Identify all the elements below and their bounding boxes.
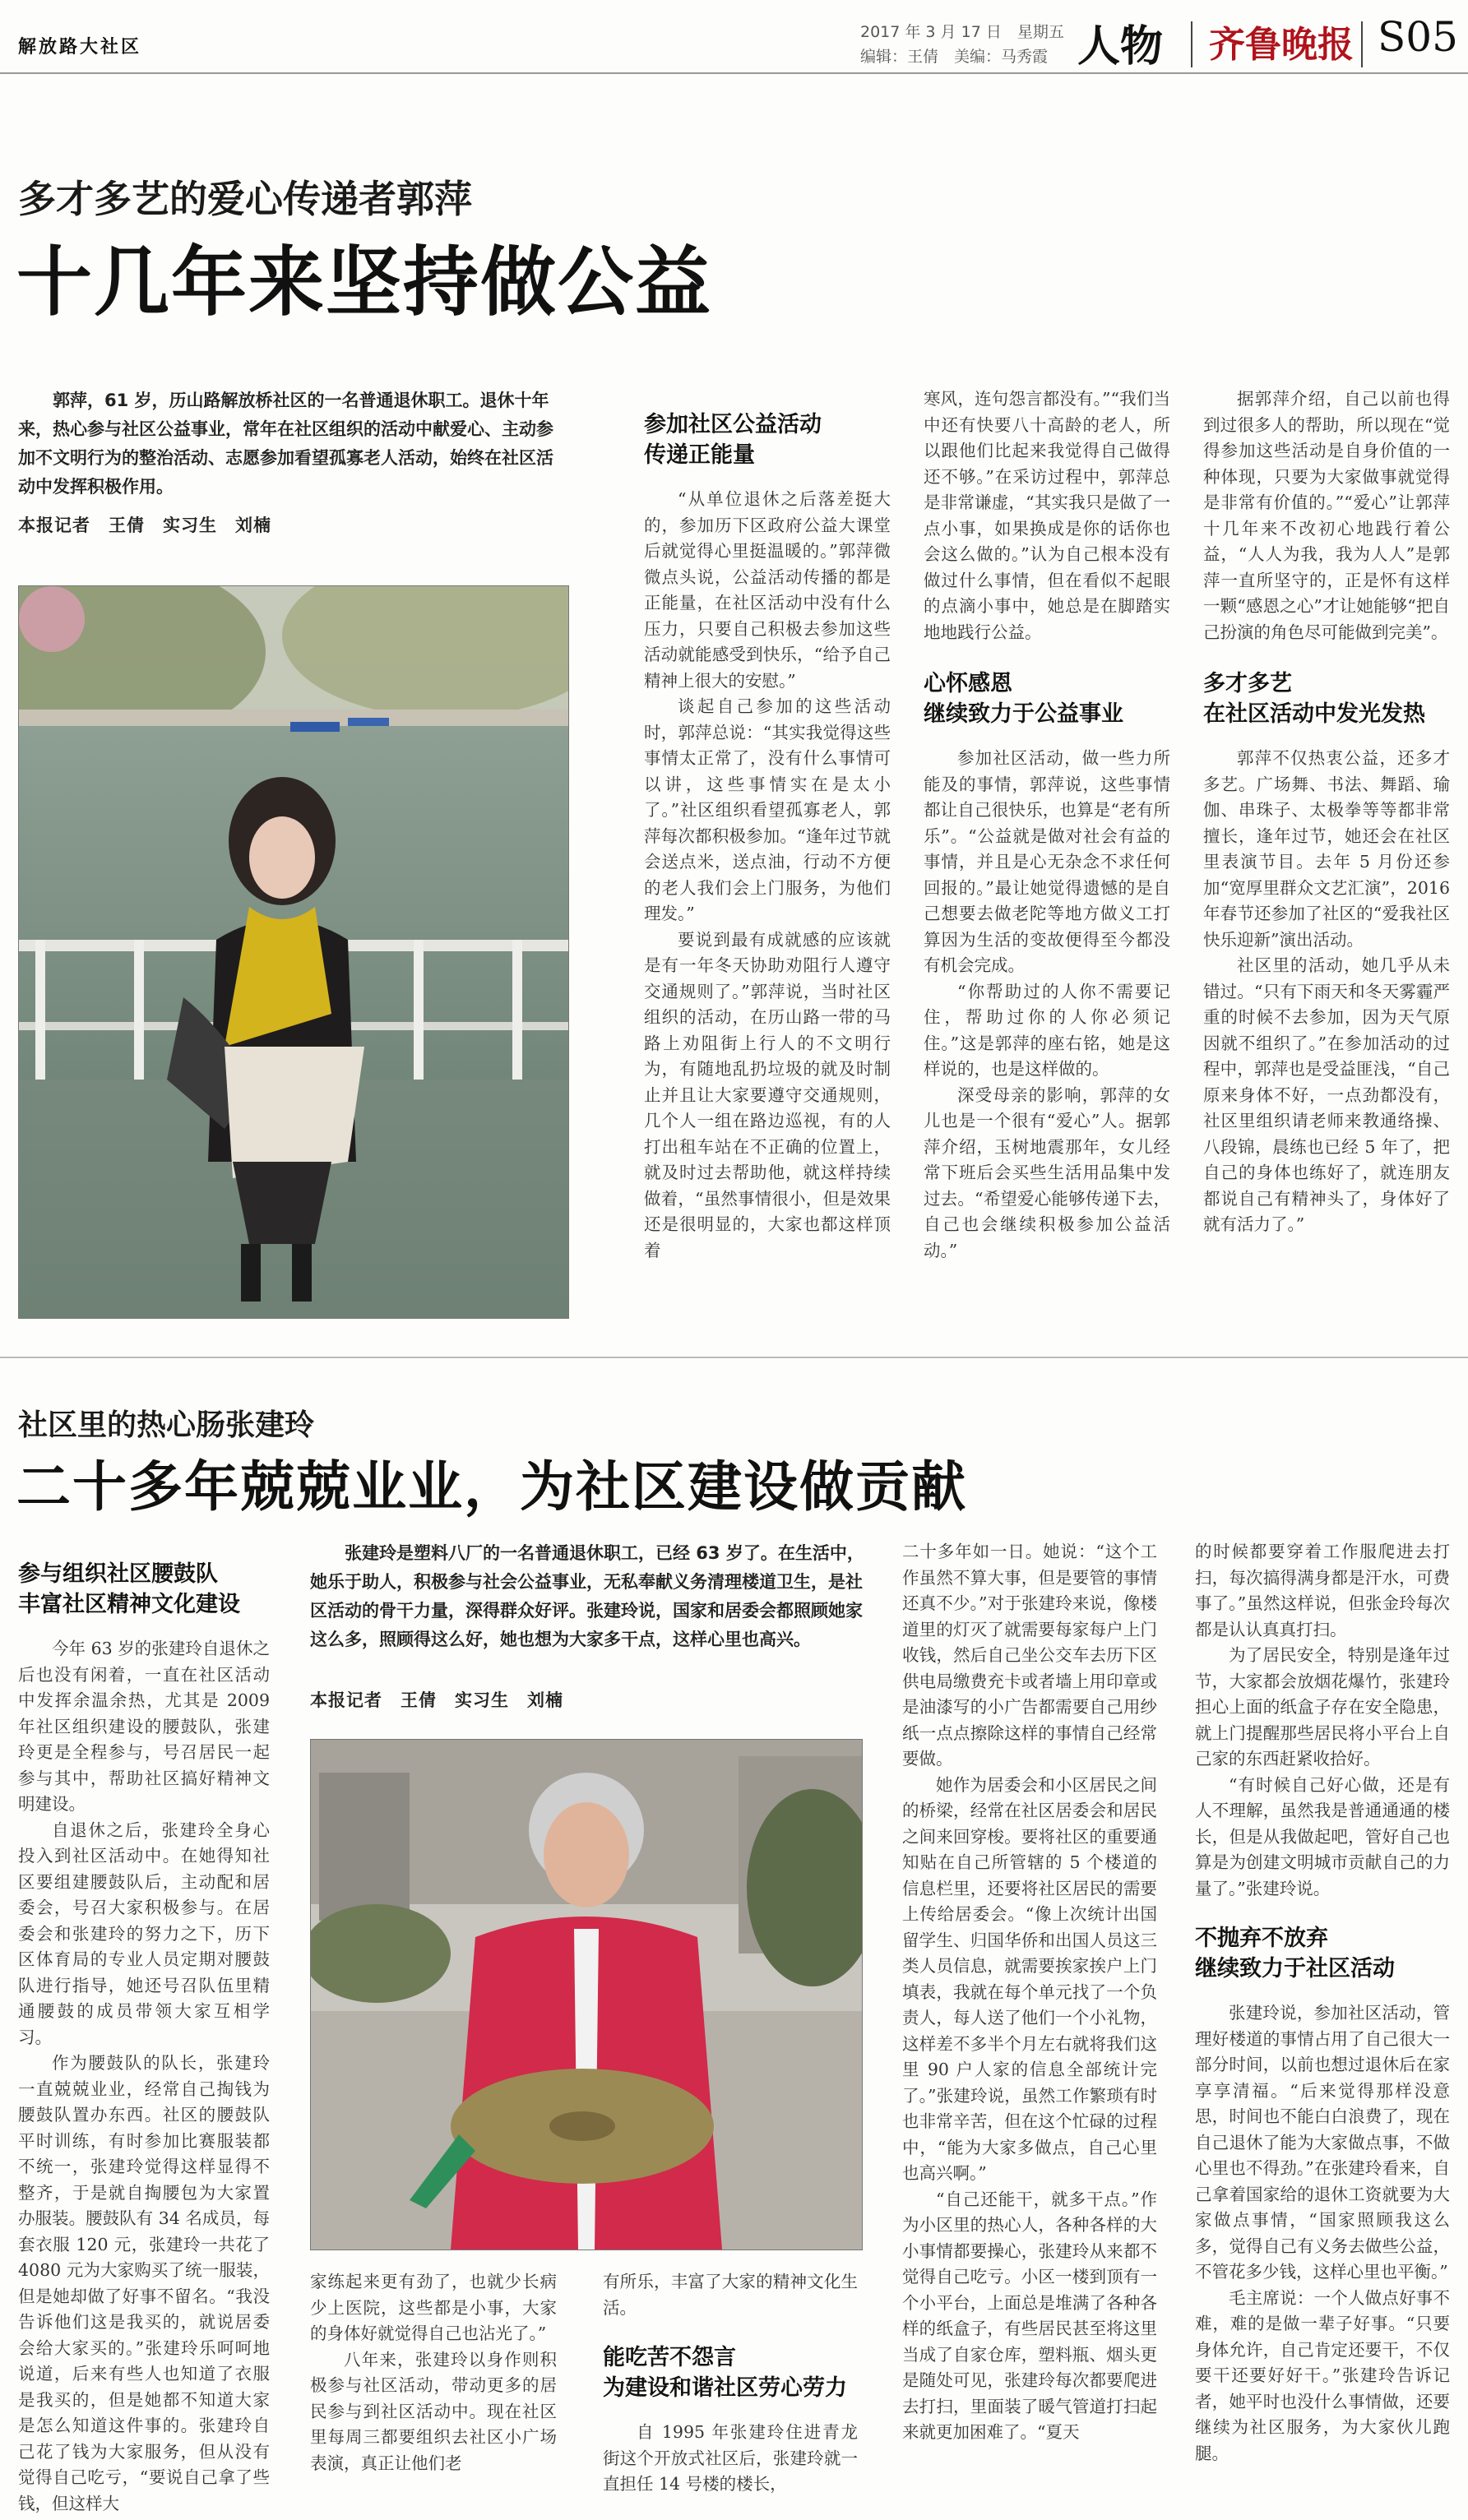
story1-lead	[18, 386, 569, 502]
paragraph: 今年 63 岁的张建玲自退休之后也没有闲着，一直在社区活动中发挥余温余热，尤其是 2009 年社区组织建设的腰鼓队，张建玲更是全程参与，号召居民一起参与其中，帮助社区搞好精神文明建设。	[18, 1639, 270, 1814]
story1-subhead-1	[644, 409, 891, 470]
subhead-line: 能吃苦不怨言	[603, 2345, 736, 2370]
masthead-divider	[1191, 21, 1192, 67]
story-divider	[0, 1357, 1468, 1358]
issue-meta	[860, 20, 1064, 69]
story2-subhead-1	[18, 1559, 270, 1620]
story1-column-3	[1203, 386, 1467, 1238]
subhead-line: 继续致力于公益事业	[924, 701, 1123, 727]
paragraph: “自己还能干，就多干点。”作为小区里的热心人，各种各样的大小事情都要操心，张建玲从来都不觉得自己吃亏。小区一楼到顶有一个小平台，上面总是堆满了各种各样的纸盒子，有些居民甚至将这里当成了自家仓库，塑料瓶、烟头更是随处可见，张建玲每次都要爬进去打扫，里面装了暖气管道打扫起来就更加困难了。“夏天	[902, 2189, 1157, 2442]
paragraph: 二十多年如一日。她说：“这个工作虽然不算大事，但是要管的事情还真不少。”对于张建玲来说，像楼道里的灯灭了就需要每家每户上门收钱，然后自己坐公交车去历下区供电局缴费充卡或者墙上用印章或是油漆写的小广告都需要自己用纱纸一点点擦除这样的事情自己经常要做。	[902, 1542, 1157, 1769]
masthead-divider	[1361, 21, 1363, 67]
paragraph: 要说到最有成就感的应该就是有一年冬天协助劝阻行人遵守交通规则了。”郭萍说，当时社区组织的活动，在历山路一带的马路上劝阻街上行人的不文明行为，有随地乱扔垃圾的就及时制止并且让大家要遵守交通规则，几个人一组在路边巡视，有的人打出租车站在不正确的位置上，就及时过去帮助他，就这样持续做着，“虽然事情很小，但是效果还是很明显的，大家也都这样顶着	[644, 929, 891, 1260]
story2-column-3	[603, 2269, 858, 2498]
subhead-line: 丰富社区精神文化建设	[18, 1592, 240, 1617]
section-title: 人物	[1077, 22, 1164, 72]
story1-headline: 十几年来坚持做公益	[16, 238, 713, 326]
subhead-line: 参加社区公益活动	[644, 412, 822, 437]
paragraph: 作为腰鼓队的队长，张建玲一直兢兢业业，经常自己掏钱为腰鼓队置办东西。社区的腰鼓队平时训练，有时参加比赛服装都不统一，张建玲觉得这样显得不整齐，于是就自掏腰包为大家置办服装。腰鼓队有 34 名成员，每套衣服 120 元，张建玲一共花了 4080 元为大家购买了统一服装，但是她却做了好事不留名。“我没告诉他们这是我买的，就说居委会给大家买的。”张建玲乐呵呵地说道，后来有些人也知道了衣服是我买的，但是她都不知道大家是怎么知道这件事的。张建玲自己花了钱为大家服务，但从没有觉得自己吃亏，“要说自己拿了些钱，但这样大	[18, 2053, 270, 2513]
subhead-line: 为建设和谐社区劳心劳力	[603, 2375, 847, 2401]
paragraph: 谈起自己参加的这些活动时，郭萍总说：“其实我觉得这些事情太正常了，没有什么事情可以讲，这些事情实在是太小了。”社区组织看望孤寡老人，郭萍每次都积极参加。“逢年过节就会送点米，送点油，行动不方便的老人我们会上门服务，为他们理发。”	[644, 696, 891, 923]
story2-subhead-2	[603, 2342, 858, 2403]
story1-photo	[18, 585, 569, 1319]
paragraph: 她作为居委会和小区居民之间的桥梁，经常在社区居委会和居民之间来回穿梭。要将社区的重要通知贴在自己所管辖的 5 个楼道的信息栏里，还要将社区居民的需要上传给居委会。“像上次统计出国留学生、归国华侨和出国人员这三类人员信息，就需要挨家挨户上门填表，我就在每个单元找了一个负责人，每人送了他们一个小礼物，这样差不多半个月左右就将我们这里 90 户人家的信息全部统计完了。”张建玲说，虽然工作繁琐有时也非常辛苦，但在这个忙碌的过程中，“能为大家多做点，自己心里也高兴啊。”	[902, 1774, 1157, 2183]
woman-by-lake-photo	[19, 586, 568, 1318]
subhead-line: 继续致力于社区活动	[1195, 1956, 1395, 1981]
story2-column-5	[1195, 1539, 1450, 2467]
paragraph: 自退休之后，张建玲全身心投入到社区活动中。在她得知社区要组建腰鼓队后，主动配和居委会，号召大家积极参与。在居委会和张建玲的努力之下，历下区体育局的专业人员定期对腰鼓队进行指导，她还号召队伍里精通腰鼓的成员带领大家互相学习。	[18, 1819, 270, 2047]
paragraph: 参加社区活动，做一些力所能及的事情，郭萍说，这些事情都让自己很快乐，也算是“老有所乐”。“公益就是做对社会有益的事情，并且是心无杂念不求任何回报的。”最让她觉得遗憾的是自己想要去做老陀等地方做义工打算因为生活的变故便得至今都没有机会完成。	[924, 748, 1170, 975]
story1-subhead-3	[1203, 668, 1450, 729]
newspaper-logo: 齐鲁晚报	[1209, 24, 1354, 66]
story1-byline: 本报记者 王倩 实习生 刘楠	[18, 516, 271, 535]
paragraph: 自 1995 年张建玲住进青龙街这个开放式社区后，张建玲就一直担任 14 号楼的楼长，	[603, 2422, 858, 2494]
paragraph: 为了居民安全，特别是逢年过节，大家都会放烟花爆竹，张建玲担心上面的纸盒子存在安全隐患，就上门提醒那些居民将小平台上自己家的东西赶紧收拾好。	[1195, 1645, 1450, 1769]
story2-column-2	[310, 2269, 557, 2476]
paragraph: 寒风，连句怨言都没有。”“我们当中还有快要八十高龄的老人，所以跟他们比起来我觉得自己做得还不够。”在采访过程中，郭萍总是非常谦虚，“其实我只是做了一点小事，如果换成是你的话你也会这么做的。”认为自己根本没有做过什么事情，但在看似不起眼的点滴小事中，她总是在脚踏实地地践行公益。	[924, 389, 1170, 642]
subhead-line: 在社区活动中发光发热	[1203, 701, 1425, 727]
subhead-line: 传递正能量	[644, 442, 755, 468]
story2-column-4	[902, 1539, 1157, 2446]
paragraph: “你帮助过的人你不需要记住，帮助过你的人你必须记住。”这是郭萍的座右铭，她是这样说的，也是这样做的。	[924, 981, 1170, 1079]
subhead-line: 不抛弃不放弃	[1195, 1926, 1328, 1951]
paragraph: “有时候自己好心做，还是有人不理解，虽然我是普通通通的楼长，但是从我做起吧，管好自己也算是为创建文明城市贡献自己的力量了。”张建玲说。	[1195, 1774, 1450, 1898]
subhead-line: 参与组织社区腰鼓队	[18, 1561, 218, 1587]
paragraph: 张建玲说，参加社区活动，管理好楼道的事情占用了自己很大一部分时间，以前也想过退休后在家享享清福。“后来觉得那样没意思，时间也不能白白浪费了，现在自己退休了能为大家做点事，不做心里也不得劲。”在张建玲看来，自己拿着国家给的退休工资就要为大家做点事情，“国家照顾我这么多，觉得自己有义务去做些公益，不管花多少钱，这样心里也平衡。”	[1195, 2003, 1450, 2282]
story1-column-2	[924, 386, 1170, 1264]
paragraph: 八年来，张建玲以身作则积极参与社区活动，带动更多的居民参与到社区活动中。现在社区里每周三都要组织去社区小广场表演，真正让他们老	[310, 2349, 557, 2473]
story2-column-1	[18, 1552, 270, 2517]
story1-kicker: 多才多艺的爱心传递者郭萍	[18, 177, 472, 221]
paragraph: 郭萍不仅热衷公益，还多才多艺。广场舞、书法、舞蹈、瑜伽、串珠子、太极拳等等都非常擅长，逢年过节，她还会在社区里表演节目。去年 5 月份还参加“宽厚里群众文艺汇演”，2016 年春节还参加了社区的“爱我社区 快乐迎新”演出活动。	[1203, 748, 1467, 950]
masthead-rule	[0, 72, 1468, 74]
subhead-line: 心怀感恩	[924, 671, 1012, 696]
paragraph: 深受母亲的影响，郭萍的女儿也是一个很有“爱心”人。据郭萍介绍，玉树地震那年，女儿经常下班后会买些生活用品集中发过去。“希望爱心能够传递下去，自己也会继续积极参加公益活动。”	[924, 1084, 1170, 1260]
story2-lead	[310, 1539, 865, 1654]
paragraph: 有所乐，丰富了大家的精神文化生活。	[603, 2272, 858, 2318]
story2-byline: 本报记者 王倩 实习生 刘楠	[310, 1690, 563, 1710]
region-label: 解放路大社区	[18, 37, 142, 58]
story1-column-1	[644, 403, 891, 1264]
issue-date: 2017 年 3 月 17 日 星期五	[860, 23, 1064, 41]
story1-subhead-2	[924, 668, 1170, 729]
story2-lead-text: 张建玲是塑料八厂的一名普通退休职工，已经 63 岁了。在生活中，她乐于助人，积极参与社会公益事业，无私奉献义务清理楼道卫生，是社区活动的骨干力量，深得群众好评。张建玲说，国家和居委会都照顾她家这么多，照顾得这么好，她也想为大家多干点，这样心里也高兴。	[310, 1543, 864, 1649]
paragraph: “从单位退休之后落差挺大的，参加历下区政府公益大课堂后就觉得心里挺温暖的。”郭萍微微点头说，公益活动传播的都是正能量，在社区活动中没有什么压力，只要自己积极去参加这些活动就能感受到快乐，“给予自己精神上很大的安慰。”	[644, 489, 891, 691]
story2-kicker: 社区里的热心肠张建玲	[18, 1408, 315, 1442]
paragraph: 的时候都要穿着工作服爬进去打扫，每次搞得满身都是汗水，可费事了。”虽然这样说，但张金玲每次都是认认真真打扫。	[1195, 1542, 1450, 1639]
editor-credits: 编辑：王倩 美编：马秀霞	[860, 48, 1049, 66]
subhead-line: 多才多艺	[1203, 671, 1292, 696]
paragraph: 毛主席说：一个人做点好事不难，难的是做一辈子好事。“只要身体允许，自己肯定还要干，不仅要干还要好好干。”张建玲告诉记者，她平时也没什么事情做，还要继续为社区服务，为大家伙儿跑腿。	[1195, 2287, 1450, 2463]
story2-photo	[310, 1739, 863, 2250]
page-number: S05	[1378, 13, 1458, 61]
paragraph: 据郭萍介绍，自己以前也得到过很多人的帮助，所以现在“觉得参加这些活动是自身价值的一种体现，只要为大家做事就觉得是非常有价值的。”“爱心”让郭萍十几年来不改初心地践行着公益，“人人为我，我为人人”是郭萍一直所坚守的，正是怀有这样一颗“感恩之心”才让她能够“把自己扮演的角色尽可能做到完美”。	[1203, 389, 1450, 642]
paragraph: 社区里的活动，她几乎从未错过。“只有下雨天和冬天雾霾严重的时候不去参加，因为天气原因就不组织了。”在参加活动的过程中，郭萍也是受益匪浅，“自己原来身体不好，一点劲都没有，社区里组织请老师来教通络操、八段锦，晨练也已经 5 年了，把自己的身体也练好了，就连朋友都说自己有精神头了，身体好了就有活力了。”	[1203, 955, 1450, 1234]
paragraph: 家练起来更有劲了，也就少长病少上医院，这些都是小事，大家的身体好就觉得自己也沾光了。”	[310, 2272, 557, 2343]
story2-subhead-3	[1195, 1923, 1450, 1984]
story1-lead-text: 郭萍，61 岁，历山路解放桥社区的一名普通退休职工。退休十年来，热心参与社区公益事业，常年在社区组织的活动中献爱心、主动参加不文明行为的整治活动、志愿参加看望孤寡老人活动，始终在社区活动中发挥积极作用。	[18, 391, 553, 497]
story2-headline: 二十多年兢兢业业，为社区建设做贡献	[16, 1455, 967, 1519]
woman-with-cymbals-photo	[311, 1740, 862, 2250]
